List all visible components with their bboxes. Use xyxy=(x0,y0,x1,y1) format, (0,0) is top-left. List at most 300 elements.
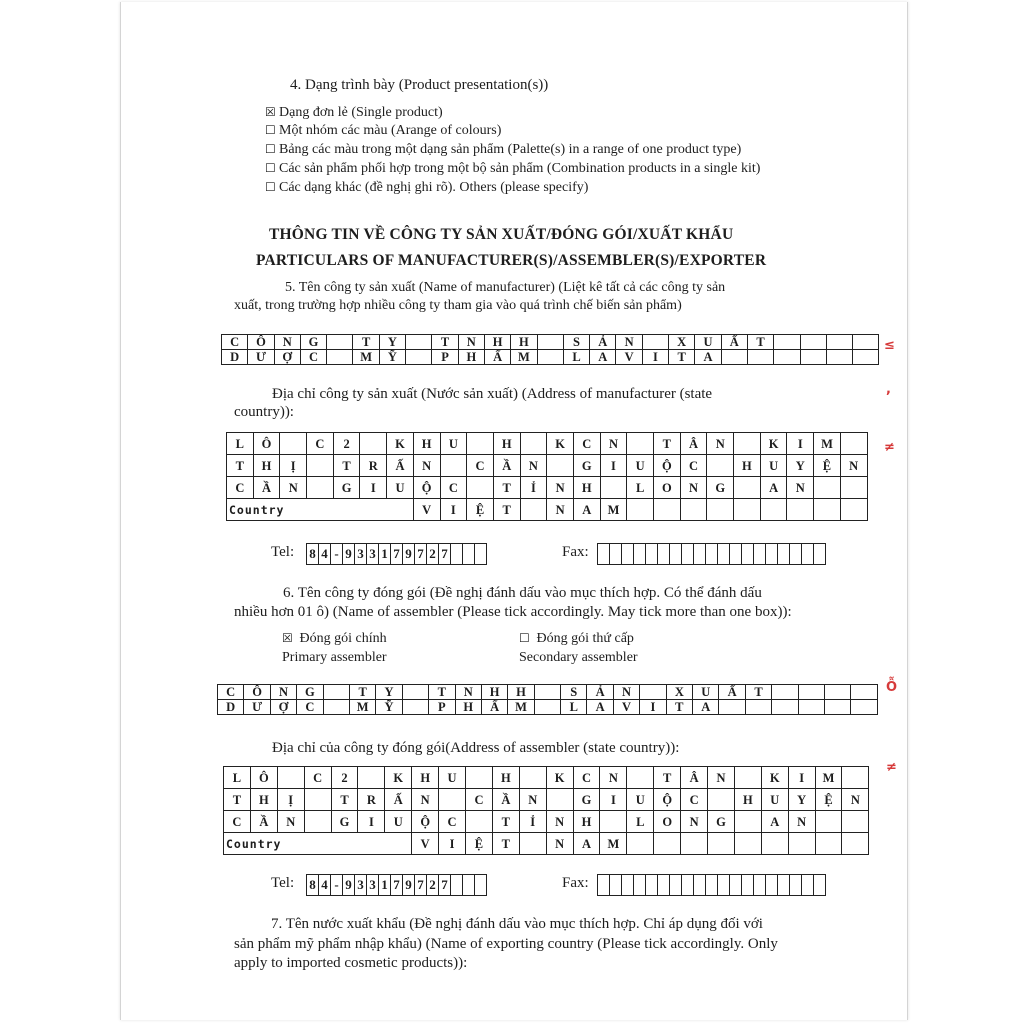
grid-cell[interactable]: O xyxy=(654,811,681,833)
grid-cell[interactable]: A xyxy=(761,811,788,833)
country-cell[interactable]: V xyxy=(413,499,440,521)
grid-cell[interactable]: U xyxy=(695,335,721,350)
grid-cell[interactable]: N xyxy=(707,433,734,455)
grid-cell[interactable]: K xyxy=(760,433,787,455)
grid-cell[interactable]: L xyxy=(627,477,654,499)
grid-cell[interactable]: Ộ xyxy=(412,811,439,833)
grid-cell[interactable] xyxy=(851,685,877,700)
grid-cell[interactable] xyxy=(323,685,349,700)
fax-digit-box[interactable] xyxy=(730,875,742,896)
fax-digit-box[interactable] xyxy=(694,544,706,565)
country-cell[interactable]: Ệ xyxy=(467,499,494,521)
grid-cell[interactable]: O xyxy=(654,477,681,499)
tel-digit-box[interactable]: 3 xyxy=(355,544,367,565)
fax-digit-box[interactable] xyxy=(742,875,754,896)
grid-cell[interactable]: M xyxy=(815,767,842,789)
tel-digit-box[interactable]: 3 xyxy=(367,544,379,565)
grid-cell[interactable] xyxy=(734,433,761,455)
grid-cell[interactable]: L xyxy=(224,767,251,789)
fax-digit-box[interactable] xyxy=(670,875,682,896)
fax-digit-box[interactable] xyxy=(778,875,790,896)
secondary-checkbox-icon[interactable]: ☐ xyxy=(519,631,530,645)
grid-cell[interactable]: T xyxy=(745,685,771,700)
grid-cell[interactable]: Ấ xyxy=(385,789,412,811)
grid-cell[interactable]: X xyxy=(666,685,692,700)
fax-digit-box[interactable] xyxy=(754,544,766,565)
grid-cell[interactable]: C xyxy=(227,477,254,499)
grid-cell[interactable]: S xyxy=(561,685,587,700)
fax-digit-box[interactable] xyxy=(622,544,634,565)
grid-cell[interactable] xyxy=(402,700,428,715)
tel-digit-box[interactable]: 8 xyxy=(307,875,319,896)
grid-cell[interactable]: M xyxy=(511,350,537,365)
grid-cell[interactable]: G xyxy=(331,811,358,833)
grid-cell[interactable]: H xyxy=(455,700,481,715)
grid-cell[interactable]: Â xyxy=(681,767,708,789)
grid-cell[interactable]: U xyxy=(439,767,466,789)
grid-cell[interactable]: Â xyxy=(680,433,707,455)
country-cell[interactable] xyxy=(788,833,815,855)
grid-cell[interactable] xyxy=(840,433,867,455)
grid-cell[interactable]: N xyxy=(708,767,735,789)
grid-cell[interactable]: C xyxy=(224,811,251,833)
grid-cell[interactable] xyxy=(640,685,666,700)
grid-cell[interactable]: Ệ xyxy=(814,455,841,477)
grid-cell[interactable]: C xyxy=(573,767,600,789)
grid-cell[interactable]: T xyxy=(353,335,379,350)
fax-digit-box[interactable] xyxy=(598,544,610,565)
grid-cell[interactable] xyxy=(627,433,654,455)
grid-cell[interactable]: K xyxy=(761,767,788,789)
grid-cell[interactable] xyxy=(406,335,432,350)
grid-cell[interactable] xyxy=(772,700,798,715)
grid-cell[interactable]: T xyxy=(432,335,458,350)
grid-cell[interactable] xyxy=(774,335,800,350)
grid-cell[interactable]: 2 xyxy=(333,433,360,455)
primary-checkbox-icon[interactable]: ☒ xyxy=(282,631,293,645)
grid-cell[interactable] xyxy=(721,350,747,365)
grid-cell[interactable]: N xyxy=(680,477,707,499)
country-cell[interactable]: Ệ xyxy=(466,833,493,855)
tel-digit-box[interactable]: 9 xyxy=(343,875,355,896)
country-cell[interactable] xyxy=(627,833,654,855)
grid-cell[interactable]: N xyxy=(458,335,484,350)
grid-cell[interactable]: C xyxy=(304,767,331,789)
tel-digit-box[interactable]: 1 xyxy=(379,544,391,565)
grid-cell[interactable] xyxy=(826,350,852,365)
country-cell[interactable]: N xyxy=(546,833,573,855)
grid-cell[interactable]: H xyxy=(493,433,520,455)
grid-cell[interactable]: C xyxy=(439,811,466,833)
grid-cell[interactable]: L xyxy=(227,433,254,455)
grid-cell[interactable]: C xyxy=(681,789,708,811)
grid-cell[interactable] xyxy=(277,767,304,789)
grid-cell[interactable]: V xyxy=(613,700,639,715)
grid-cell[interactable] xyxy=(600,811,627,833)
grid-cell[interactable]: Ỹ xyxy=(376,700,402,715)
grid-cell[interactable]: N xyxy=(274,335,300,350)
country-cell[interactable] xyxy=(734,833,761,855)
country-cell[interactable]: T xyxy=(492,833,519,855)
fax-digit-box[interactable] xyxy=(658,544,670,565)
grid-cell[interactable]: U xyxy=(440,433,467,455)
tel-digit-box[interactable] xyxy=(475,875,487,896)
grid-cell[interactable] xyxy=(467,433,494,455)
country-cell[interactable] xyxy=(654,499,681,521)
grid-cell[interactable] xyxy=(323,700,349,715)
grid-cell[interactable]: C xyxy=(467,455,494,477)
grid-cell[interactable] xyxy=(546,789,573,811)
fax-digit-box[interactable] xyxy=(634,875,646,896)
presentation-option[interactable] xyxy=(265,123,501,139)
grid-cell[interactable]: H xyxy=(484,335,510,350)
grid-cell[interactable]: L xyxy=(563,350,589,365)
grid-cell[interactable]: K xyxy=(547,433,574,455)
grid-cell[interactable]: Ợ xyxy=(270,700,296,715)
grid-cell[interactable]: U xyxy=(761,789,788,811)
grid-cell[interactable]: K xyxy=(385,767,412,789)
grid-cell[interactable] xyxy=(304,811,331,833)
country-cell[interactable]: V xyxy=(412,833,439,855)
tel-digit-box[interactable]: 4 xyxy=(319,544,331,565)
grid-cell[interactable]: Ô xyxy=(253,433,280,455)
fax-digit-box[interactable] xyxy=(766,544,778,565)
grid-cell[interactable]: M xyxy=(814,433,841,455)
grid-cell[interactable]: I xyxy=(358,811,385,833)
primary-assembler-option[interactable] xyxy=(282,631,387,647)
fax-digit-box[interactable] xyxy=(622,875,634,896)
grid-cell[interactable]: C xyxy=(466,789,493,811)
grid-cell[interactable]: T xyxy=(224,789,251,811)
grid-cell[interactable] xyxy=(327,335,353,350)
grid-cell[interactable]: G xyxy=(333,477,360,499)
grid-cell[interactable]: U xyxy=(385,811,412,833)
grid-cell[interactable]: C xyxy=(222,335,248,350)
grid-cell[interactable] xyxy=(745,700,771,715)
grid-cell[interactable]: H xyxy=(734,455,761,477)
country-cell[interactable] xyxy=(760,499,787,521)
grid-cell[interactable]: G xyxy=(297,685,323,700)
fax-digit-box[interactable] xyxy=(682,875,694,896)
grid-cell[interactable]: C xyxy=(680,455,707,477)
presentation-option[interactable] xyxy=(265,161,760,177)
grid-cell[interactable]: U xyxy=(627,455,654,477)
presentation-option[interactable] xyxy=(265,142,741,158)
checkbox-icon[interactable]: ☒ xyxy=(265,105,276,119)
grid-cell[interactable]: K xyxy=(387,433,414,455)
grid-cell[interactable]: I xyxy=(642,350,668,365)
grid-cell[interactable]: S xyxy=(563,335,589,350)
fax-digit-box[interactable] xyxy=(814,544,826,565)
grid-cell[interactable] xyxy=(534,700,560,715)
grid-cell[interactable] xyxy=(537,350,563,365)
tel-input-boxes[interactable] xyxy=(306,543,487,565)
grid-cell[interactable]: N xyxy=(270,685,296,700)
grid-cell[interactable]: Ỹ xyxy=(379,350,405,365)
fax-digit-box[interactable] xyxy=(646,875,658,896)
grid-cell[interactable]: G xyxy=(708,811,735,833)
fax-digit-box[interactable] xyxy=(778,544,790,565)
tel-digit-box[interactable]: 1 xyxy=(379,875,391,896)
grid-cell[interactable]: C xyxy=(218,685,244,700)
grid-cell[interactable]: N xyxy=(842,789,869,811)
grid-cell[interactable] xyxy=(815,811,842,833)
grid-cell[interactable]: Ô xyxy=(248,335,274,350)
country-cell[interactable]: M xyxy=(600,499,627,521)
grid-cell[interactable]: H xyxy=(573,811,600,833)
fax-digit-box[interactable] xyxy=(610,544,622,565)
grid-cell[interactable]: Ầ xyxy=(253,477,280,499)
tel-digit-box[interactable]: 2 xyxy=(427,544,439,565)
grid-cell[interactable]: A xyxy=(695,350,721,365)
tel-digit-box[interactable]: 9 xyxy=(403,544,415,565)
tel-digit-box[interactable] xyxy=(463,544,475,565)
grid-cell[interactable]: P xyxy=(429,700,455,715)
country-cell[interactable] xyxy=(681,833,708,855)
tel-digit-box[interactable] xyxy=(475,544,487,565)
fax-digit-box[interactable] xyxy=(730,544,742,565)
country-cell[interactable] xyxy=(708,833,735,855)
grid-cell[interactable]: N xyxy=(613,685,639,700)
grid-cell[interactable]: P xyxy=(432,350,458,365)
grid-cell[interactable]: H xyxy=(413,433,440,455)
grid-cell[interactable]: Ấ xyxy=(719,685,745,700)
fax-digit-box[interactable] xyxy=(790,875,802,896)
grid-cell[interactable]: I xyxy=(360,477,387,499)
grid-cell[interactable] xyxy=(534,685,560,700)
grid-cell[interactable]: C xyxy=(307,433,334,455)
grid-cell[interactable]: N xyxy=(277,811,304,833)
grid-cell[interactable]: T xyxy=(493,477,520,499)
fax-digit-box[interactable] xyxy=(706,875,718,896)
grid-cell[interactable]: T xyxy=(429,685,455,700)
grid-cell[interactable]: H xyxy=(458,350,484,365)
country-cell[interactable] xyxy=(814,499,841,521)
fax-digit-box[interactable] xyxy=(598,875,610,896)
grid-cell[interactable] xyxy=(627,767,654,789)
grid-cell[interactable] xyxy=(798,700,824,715)
tel-digit-box[interactable]: 7 xyxy=(415,875,427,896)
grid-cell[interactable] xyxy=(304,789,331,811)
grid-cell[interactable]: Ẩ xyxy=(481,700,507,715)
tel-digit-box[interactable]: 7 xyxy=(391,875,403,896)
grid-cell[interactable]: M xyxy=(508,700,534,715)
tel-digit-box[interactable]: 7 xyxy=(391,544,403,565)
country-cell[interactable] xyxy=(787,499,814,521)
grid-cell[interactable] xyxy=(824,685,850,700)
grid-cell[interactable]: Y xyxy=(788,789,815,811)
grid-cell[interactable] xyxy=(547,455,574,477)
grid-cell[interactable]: R xyxy=(360,455,387,477)
grid-cell[interactable]: L xyxy=(561,700,587,715)
country-cell[interactable]: A xyxy=(573,833,600,855)
grid-cell[interactable]: L xyxy=(627,811,654,833)
tel-digit-box[interactable]: 7 xyxy=(439,544,451,565)
grid-cell[interactable]: N xyxy=(280,477,307,499)
grid-cell[interactable] xyxy=(798,685,824,700)
grid-cell[interactable]: N xyxy=(519,789,546,811)
grid-cell[interactable]: Ô xyxy=(244,685,270,700)
fax-digit-box[interactable] xyxy=(670,544,682,565)
grid-cell[interactable]: I xyxy=(787,433,814,455)
grid-cell[interactable] xyxy=(466,811,493,833)
grid-cell[interactable]: G xyxy=(707,477,734,499)
grid-cell[interactable]: N xyxy=(412,789,439,811)
grid-cell[interactable]: I xyxy=(600,455,627,477)
checkbox-icon[interactable]: ☐ xyxy=(265,180,276,194)
grid-cell[interactable]: H xyxy=(511,335,537,350)
grid-cell[interactable] xyxy=(440,455,467,477)
grid-cell[interactable]: Ầ xyxy=(250,811,277,833)
grid-cell[interactable]: Y xyxy=(379,335,405,350)
grid-cell[interactable] xyxy=(642,335,668,350)
grid-cell[interactable]: U xyxy=(760,455,787,477)
country-cell[interactable]: A xyxy=(573,499,600,521)
fax-digit-box[interactable] xyxy=(802,875,814,896)
grid-cell[interactable]: T xyxy=(333,455,360,477)
grid-cell[interactable]: N xyxy=(681,811,708,833)
grid-cell[interactable]: C xyxy=(297,700,323,715)
grid-cell[interactable]: Ỉ xyxy=(520,477,547,499)
grid-cell[interactable]: T xyxy=(654,433,681,455)
grid-cell[interactable]: X xyxy=(669,335,695,350)
checkbox-icon[interactable]: ☐ xyxy=(265,123,276,137)
grid-cell[interactable]: Ị xyxy=(277,789,304,811)
grid-cell[interactable]: T xyxy=(666,700,692,715)
tel-digit-box[interactable]: 3 xyxy=(355,875,367,896)
grid-cell[interactable]: U xyxy=(387,477,414,499)
presentation-option[interactable] xyxy=(265,180,588,196)
fax-digit-box[interactable] xyxy=(694,875,706,896)
fax-digit-box[interactable] xyxy=(766,875,778,896)
country-cell[interactable] xyxy=(734,499,761,521)
fax-digit-box[interactable] xyxy=(658,875,670,896)
grid-cell[interactable] xyxy=(358,767,385,789)
grid-cell[interactable] xyxy=(719,700,745,715)
grid-cell[interactable] xyxy=(774,350,800,365)
grid-cell[interactable]: N xyxy=(616,335,642,350)
grid-cell[interactable]: Ộ xyxy=(654,455,681,477)
tel-digit-box[interactable] xyxy=(451,875,463,896)
tel-digit-box[interactable]: 2 xyxy=(427,875,439,896)
country-cell[interactable] xyxy=(707,499,734,521)
grid-cell[interactable]: H xyxy=(734,789,761,811)
fax-digit-box[interactable] xyxy=(646,544,658,565)
grid-cell[interactable] xyxy=(360,433,387,455)
tel-digit-box[interactable] xyxy=(451,544,463,565)
grid-cell[interactable]: Ộ xyxy=(413,477,440,499)
grid-cell[interactable]: M xyxy=(353,350,379,365)
grid-cell[interactable]: H xyxy=(253,455,280,477)
grid-cell[interactable]: K xyxy=(546,767,573,789)
grid-cell[interactable]: Ợ xyxy=(274,350,300,365)
grid-cell[interactable]: G xyxy=(573,455,600,477)
grid-cell[interactable]: N xyxy=(413,455,440,477)
grid-cell[interactable]: Y xyxy=(376,685,402,700)
tel-digit-box[interactable]: 4 xyxy=(319,875,331,896)
country-cell[interactable] xyxy=(520,499,547,521)
grid-cell[interactable] xyxy=(772,685,798,700)
country-cell[interactable] xyxy=(761,833,788,855)
grid-cell[interactable]: 2 xyxy=(331,767,358,789)
grid-cell[interactable] xyxy=(439,789,466,811)
fax-digit-box[interactable] xyxy=(742,544,754,565)
fax-input-boxes[interactable] xyxy=(597,874,826,896)
grid-cell[interactable]: G xyxy=(573,789,600,811)
presentation-option[interactable] xyxy=(265,105,443,121)
tel-input-boxes[interactable] xyxy=(306,874,487,896)
checkbox-icon[interactable]: ☐ xyxy=(265,142,276,156)
country-cell[interactable] xyxy=(842,833,869,855)
grid-cell[interactable]: Ầ xyxy=(493,455,520,477)
country-cell[interactable] xyxy=(519,833,546,855)
grid-cell[interactable]: R xyxy=(358,789,385,811)
grid-cell[interactable] xyxy=(800,335,826,350)
tel-digit-box[interactable]: 9 xyxy=(343,544,355,565)
grid-cell[interactable] xyxy=(814,477,841,499)
grid-cell[interactable] xyxy=(734,767,761,789)
grid-cell[interactable] xyxy=(851,700,877,715)
grid-cell[interactable]: A xyxy=(590,350,616,365)
grid-cell[interactable]: N xyxy=(600,767,627,789)
tel-digit-box[interactable]: 9 xyxy=(403,875,415,896)
country-cell[interactable] xyxy=(627,499,654,521)
grid-cell[interactable] xyxy=(853,350,879,365)
grid-cell[interactable]: T xyxy=(669,350,695,365)
grid-cell[interactable]: U xyxy=(693,685,719,700)
country-cell[interactable] xyxy=(840,499,867,521)
country-cell[interactable] xyxy=(680,499,707,521)
tel-digit-box[interactable]: 8 xyxy=(307,544,319,565)
grid-cell[interactable]: D xyxy=(218,700,244,715)
grid-cell[interactable]: Ẩ xyxy=(484,350,510,365)
grid-cell[interactable]: D xyxy=(222,350,248,365)
grid-cell[interactable] xyxy=(537,335,563,350)
grid-cell[interactable] xyxy=(307,477,334,499)
grid-cell[interactable]: A xyxy=(587,700,613,715)
grid-cell[interactable] xyxy=(406,350,432,365)
grid-cell[interactable]: Ư xyxy=(248,350,274,365)
grid-cell[interactable]: T xyxy=(747,335,773,350)
country-cell[interactable]: M xyxy=(600,833,627,855)
grid-cell[interactable]: N xyxy=(546,811,573,833)
grid-cell[interactable]: Ệ xyxy=(815,789,842,811)
grid-cell[interactable] xyxy=(707,455,734,477)
grid-cell[interactable]: N xyxy=(600,433,627,455)
grid-cell[interactable]: G xyxy=(300,335,326,350)
grid-cell[interactable] xyxy=(842,811,869,833)
grid-cell[interactable]: I xyxy=(640,700,666,715)
fax-digit-box[interactable] xyxy=(682,544,694,565)
fax-digit-box[interactable] xyxy=(718,544,730,565)
grid-cell[interactable]: N xyxy=(455,685,481,700)
country-cell[interactable] xyxy=(815,833,842,855)
country-cell[interactable]: N xyxy=(547,499,574,521)
fax-digit-box[interactable] xyxy=(814,875,826,896)
grid-cell[interactable] xyxy=(824,700,850,715)
grid-cell[interactable]: U xyxy=(627,789,654,811)
tel-digit-box[interactable]: 7 xyxy=(415,544,427,565)
grid-cell[interactable]: H xyxy=(481,685,507,700)
grid-cell[interactable]: C xyxy=(440,477,467,499)
grid-cell[interactable]: N xyxy=(788,811,815,833)
country-cell[interactable]: I xyxy=(439,833,466,855)
grid-cell[interactable]: Ư xyxy=(244,700,270,715)
grid-cell[interactable]: T xyxy=(331,789,358,811)
grid-cell[interactable]: Ộ xyxy=(654,789,681,811)
grid-cell[interactable]: I xyxy=(788,767,815,789)
secondary-assembler-option[interactable] xyxy=(519,631,634,647)
